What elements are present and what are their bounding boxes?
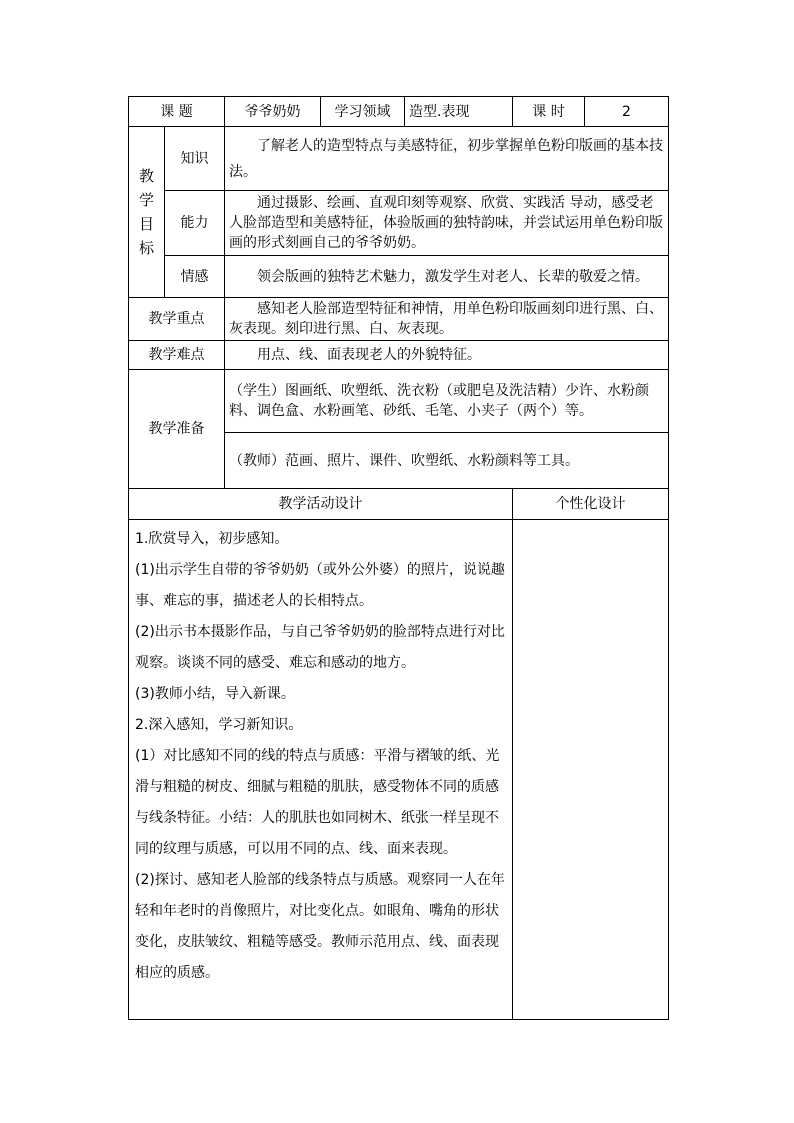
domain-label: 学习领域 <box>321 97 405 127</box>
emotion-label: 情感 <box>165 256 225 298</box>
activity-paragraph: (2)出示书本摄影作品，与自己爷爷奶奶的脸部特点进行对比观察。谈谈不同的感受、难忘和感动的地方。 <box>135 624 505 671</box>
difficulty-row <box>129 341 669 370</box>
preparation-student-row <box>129 370 669 433</box>
knowledge-label: 知识 <box>165 127 225 191</box>
preparation-student-text: （学生）图画纸、吹塑纸、洗衣粉（或肥皂及洗洁精）少许、水粉颜料、调色盒、水粉画笔、砂纸、毛笔、小夹子（两个）等。 <box>225 370 669 433</box>
activity-paragraph: (1)出示学生自带的爷爷奶奶（或外公外婆）的照片，说说趣事、难忘的事，描述老人的长相特点。 <box>135 562 505 609</box>
activity-design-header: 教学活动设计 <box>129 489 513 520</box>
lesson-plan-table <box>128 96 669 1020</box>
objectives-char: 标 <box>138 239 154 257</box>
objectives-group-label <box>129 127 165 298</box>
activity-header-row <box>129 489 669 520</box>
emotion-text: 领会版画的独特艺术魅力，激发学生对老人、长辈的敬爱之情。 <box>225 256 669 298</box>
header-row <box>129 97 669 127</box>
ability-label: 能力 <box>165 191 225 256</box>
knowledge-row <box>129 127 669 191</box>
difficulty-label: 教学难点 <box>129 341 225 370</box>
hours-label: 课 时 <box>513 97 585 127</box>
activity-content <box>129 520 513 1020</box>
ability-row <box>129 191 669 256</box>
personal-design-header: 个性化设计 <box>513 489 669 520</box>
domain-value: 造型.表现 <box>405 97 513 127</box>
activity-paragraph: (2)探讨、感知老人脸部的线条特点与质感。观察同一人在年轻和年老时的肖像照片，对比变化点。如眼角、嘴角的形状变化，皮肤皱纹、粗糙等感受。教师示范用点、线、面表现相应的质感。 <box>135 872 505 981</box>
activity-paragraph: (1）对比感知不同的线的特点与质感：平滑与褶皱的纸、光滑与粗糙的树皮、细腻与粗糙的肌肤，感受物体不同的质感与线条特征。小结：人的肌肤也如同树木、纸张一样呈现不同的纹理与质感，可以用不同的点、线、面来表现。 <box>135 748 500 857</box>
preparation-label: 教学准备 <box>129 370 225 489</box>
key-point-row <box>129 298 669 341</box>
objectives-char: 学 <box>138 191 154 209</box>
ability-text: 通过摄影、绘画、直观印刻等观察、欣赏、实践活 导动，感受老人脸部造型和美感特征，体验版画的独特韵味，并尝试运用单色粉印版画的形式刻画自己的爷爷奶奶。 <box>225 191 669 256</box>
preparation-teacher-text: （教师）范画、照片、课件、吹塑纸、水粉颜料等工具。 <box>225 433 669 489</box>
activity-paragraph: 2.深入感知，学习新知识。 <box>135 717 303 733</box>
difficulty-text: 用点、线、面表现老人的外貌特征。 <box>225 341 669 370</box>
personal-design-cell <box>513 520 669 1020</box>
objectives-char: 教 <box>138 167 154 185</box>
key-point-text: 感知老人脸部造型特征和神情，用单色粉印版画刻印进行黑、白、灰表现。刻印进行黑、白、灰表现。 <box>225 298 669 341</box>
objectives-char: 目 <box>138 215 154 233</box>
emotion-row <box>129 256 669 298</box>
knowledge-text: 了解老人的造型特点与美感特征，初步掌握单色粉印版画的基本技法。 <box>225 127 669 191</box>
topic-label: 课 题 <box>129 97 225 127</box>
key-point-label: 教学重点 <box>129 298 225 341</box>
activity-paragraph: (3)教师小结，导入新课。 <box>135 686 295 702</box>
activity-paragraph: 1.欣赏导入，初步感知。 <box>135 531 289 547</box>
activity-body-row <box>129 520 669 1020</box>
hours-value: 2 <box>585 97 669 127</box>
topic-value: 爷爷奶奶 <box>225 97 321 127</box>
